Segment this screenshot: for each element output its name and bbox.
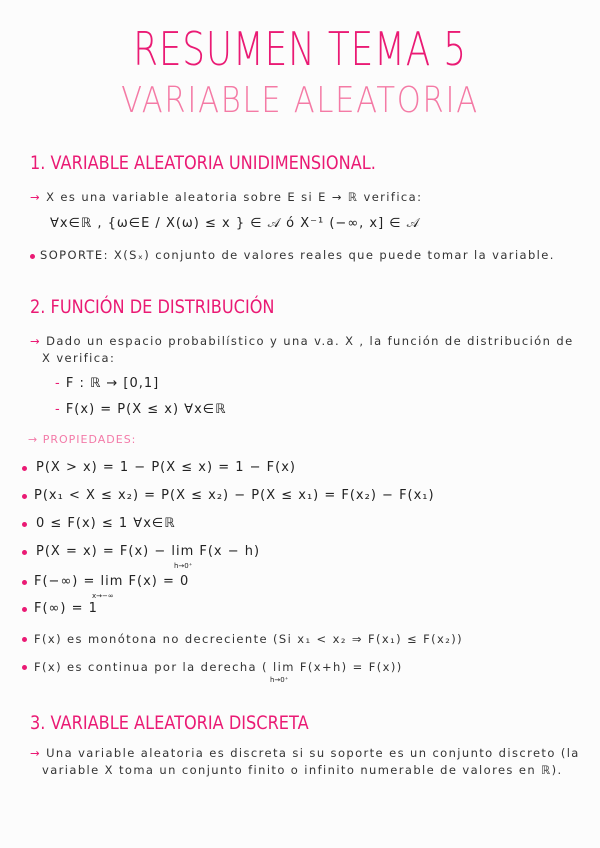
properties-label-text: PROPIEDADES: xyxy=(42,433,137,446)
section-3-heading: 3. VARIABLE ALEATORIA DISCRETA xyxy=(30,712,309,734)
intro-line-2: X verifica: xyxy=(42,351,116,365)
support-text: SOPORTE: X(Sₓ) conjunto de valores reales que puede tomar la variable. xyxy=(40,248,555,262)
def-line: - F(x) = P(X ≤ x) ∀x∈ℝ xyxy=(55,402,227,417)
arrow-icon: → xyxy=(30,746,47,760)
bullet-icon xyxy=(22,466,27,471)
definition-formula: ∀x∈ℝ , {ω∈E / X(ω) ≤ x } ∈ 𝒜 ó X⁻¹ (−∞, x] ∈ 𝒜 xyxy=(50,216,421,231)
property-item: P(X = x) = F(x) − lim F(x − h) xyxy=(36,544,261,559)
limit-subscript: x→−∞ xyxy=(92,592,114,600)
arrow-icon: → xyxy=(30,334,47,348)
discrete-line-2: variable X toma un conjunto finito o infinito numerable de valores en ℝ). xyxy=(42,763,563,777)
bullet-icon xyxy=(22,665,27,670)
property-item: 0 ≤ F(x) ≤ 1 ∀x∈ℝ xyxy=(36,516,176,531)
arrow-icon: → xyxy=(30,190,47,204)
intro-text: Dado un espacio probabilístico y una v.a. X , la función de distribución de xyxy=(46,334,574,348)
def-text: F(x) = P(X ≤ x) ∀x∈ℝ xyxy=(65,402,227,417)
property-item: P(X > x) = 1 − P(X ≤ x) = 1 − F(x) xyxy=(36,460,296,475)
intro-line xyxy=(30,334,574,348)
section-1-heading: 1. VARIABLE ALEATORIA UNIDIMENSIONAL. xyxy=(30,152,376,174)
property-item: P(x₁ < X ≤ x₂) = P(X ≤ x₂) − P(X ≤ x₁) = F(x₂) − F(x₁) xyxy=(34,488,435,503)
bullet-icon xyxy=(30,254,35,259)
limit-subscript: h→0⁺ xyxy=(174,562,193,570)
property-item: F(∞) = 1 xyxy=(34,601,98,616)
def-text: F : ℝ → [0,1] xyxy=(65,376,160,391)
property-item: F(x) es monótona no decreciente (Si x₁ < x₂ ⇒ F(x₁) ≤ F(x₂)) xyxy=(34,632,464,646)
bullet-icon xyxy=(22,637,27,642)
property-item: F(−∞) = lim F(x) = 0 xyxy=(34,574,190,589)
page-title: RESUMEN TEMA 5 xyxy=(133,22,467,76)
limit-subscript: h→0⁺ xyxy=(270,676,289,684)
discrete-text: Una variable aleatoria es discreta si su soporte es un conjunto discreto (la xyxy=(46,746,580,760)
properties-label: → PROPIEDADES: xyxy=(28,433,137,446)
bullet-icon xyxy=(22,522,27,527)
def-line: - F : ℝ → [0,1] xyxy=(55,376,160,391)
section-1-line xyxy=(30,190,422,204)
bullet-icon xyxy=(22,607,27,612)
section-2-heading: 2. FUNCIÓN DE DISTRIBUCIÓN xyxy=(30,296,275,318)
bullet-icon xyxy=(22,550,27,555)
page-subtitle: VARIABLE ALEATORIA xyxy=(121,80,479,121)
bullet-icon xyxy=(22,494,27,499)
bullet-icon xyxy=(22,580,27,585)
property-item: F(x) es continua por la derecha ( lim F(x+h) = F(x)) xyxy=(34,660,403,674)
discrete-line xyxy=(30,746,580,760)
definition-text: X es una variable aleatoria sobre E si E → ℝ verifica: xyxy=(46,190,423,204)
